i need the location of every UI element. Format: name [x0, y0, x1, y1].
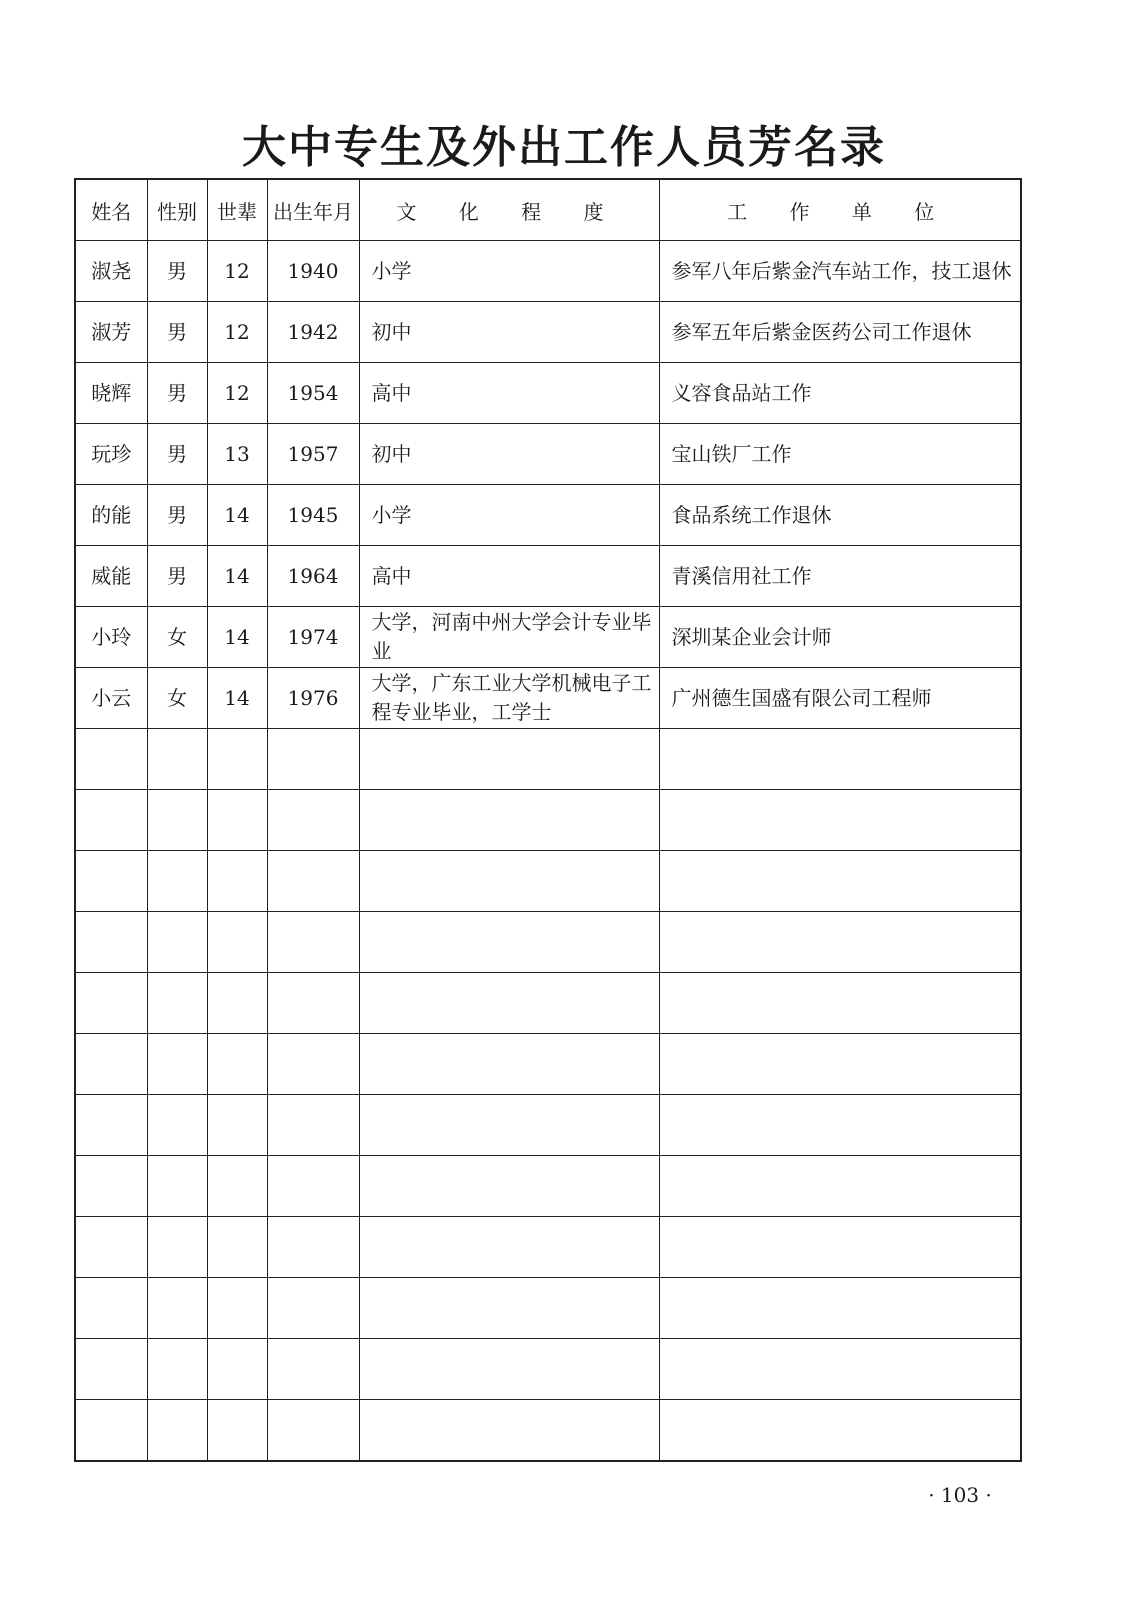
empty-table-row [75, 973, 1021, 1034]
cell-generation: 12 [207, 363, 267, 424]
empty-cell [659, 912, 1021, 973]
cell-birth: 1940 [267, 241, 359, 302]
empty-cell [207, 1278, 267, 1339]
empty-cell [659, 1217, 1021, 1278]
cell-generation: 14 [207, 546, 267, 607]
cell-name: 小云 [75, 668, 147, 729]
cell-education: 小学 [359, 485, 659, 546]
cell-generation: 12 [207, 241, 267, 302]
header-education: 文 化 程 度 [359, 179, 659, 241]
cell-name: 威能 [75, 546, 147, 607]
empty-cell [147, 912, 207, 973]
empty-cell [147, 851, 207, 912]
empty-cell [359, 1339, 659, 1400]
cell-name: 玩珍 [75, 424, 147, 485]
empty-cell [207, 1339, 267, 1400]
empty-cell [659, 851, 1021, 912]
table-row [75, 302, 1021, 363]
cell-workplace: 食品系统工作退休 [659, 485, 1021, 546]
empty-cell [147, 1278, 207, 1339]
empty-cell [207, 912, 267, 973]
empty-cell [267, 1095, 359, 1156]
cell-education: 初中 [359, 424, 659, 485]
table-row [75, 485, 1021, 546]
cell-birth: 1964 [267, 546, 359, 607]
empty-cell [75, 851, 147, 912]
empty-cell [359, 1400, 659, 1461]
empty-cell [75, 1217, 147, 1278]
empty-cell [359, 973, 659, 1034]
cell-gender: 男 [147, 485, 207, 546]
empty-cell [147, 973, 207, 1034]
empty-cell [75, 790, 147, 851]
cell-workplace: 深圳某企业会计师 [659, 607, 1021, 668]
cell-education: 初中 [359, 302, 659, 363]
header-generation: 世辈 [207, 179, 267, 241]
cell-gender: 男 [147, 424, 207, 485]
empty-cell [359, 1217, 659, 1278]
cell-workplace: 广州德生国盛有限公司工程师 [659, 668, 1021, 729]
empty-cell [267, 1034, 359, 1095]
empty-cell [359, 1156, 659, 1217]
empty-table-row [75, 790, 1021, 851]
header-name: 姓名 [75, 179, 147, 241]
empty-cell [147, 1217, 207, 1278]
cell-name: 淑尧 [75, 241, 147, 302]
empty-cell [659, 1339, 1021, 1400]
cell-gender: 男 [147, 241, 207, 302]
table-row [75, 363, 1021, 424]
cell-education: 高中 [359, 363, 659, 424]
cell-birth: 1954 [267, 363, 359, 424]
cell-birth: 1942 [267, 302, 359, 363]
cell-gender: 男 [147, 546, 207, 607]
empty-cell [75, 1034, 147, 1095]
empty-cell [207, 790, 267, 851]
cell-birth: 1945 [267, 485, 359, 546]
empty-cell [267, 729, 359, 790]
cell-education: 大学，广东工业大学机械电子工程专业毕业，工学士 [359, 668, 659, 729]
cell-education: 高中 [359, 546, 659, 607]
empty-cell [659, 1095, 1021, 1156]
empty-cell [147, 1156, 207, 1217]
empty-cell [147, 790, 207, 851]
cell-generation: 14 [207, 668, 267, 729]
roster-table [74, 178, 1022, 1462]
empty-cell [267, 1156, 359, 1217]
empty-cell [75, 1278, 147, 1339]
page-number: · 103 · [928, 1483, 992, 1507]
empty-cell [147, 1400, 207, 1461]
empty-cell [207, 729, 267, 790]
table-header [75, 179, 1021, 241]
cell-workplace: 参军八年后紫金汽车站工作，技工退休 [659, 241, 1021, 302]
empty-cell [267, 973, 359, 1034]
page-title: 大中专生及外出工作人员芳名录 [242, 122, 886, 173]
table-row [75, 668, 1021, 729]
empty-cell [267, 1400, 359, 1461]
empty-cell [207, 1034, 267, 1095]
cell-name: 淑芳 [75, 302, 147, 363]
empty-cell [359, 1278, 659, 1339]
cell-birth: 1957 [267, 424, 359, 485]
cell-workplace: 宝山铁厂工作 [659, 424, 1021, 485]
empty-cell [267, 1339, 359, 1400]
empty-cell [267, 912, 359, 973]
empty-cell [147, 1095, 207, 1156]
cell-generation: 12 [207, 302, 267, 363]
table-body [75, 241, 1021, 1461]
empty-table-row [75, 851, 1021, 912]
empty-table-row [75, 1339, 1021, 1400]
empty-cell [359, 912, 659, 973]
empty-cell [359, 851, 659, 912]
empty-cell [75, 973, 147, 1034]
cell-gender: 女 [147, 607, 207, 668]
empty-table-row [75, 1095, 1021, 1156]
empty-cell [659, 729, 1021, 790]
empty-cell [359, 729, 659, 790]
empty-cell [359, 790, 659, 851]
table-row [75, 424, 1021, 485]
cell-generation: 14 [207, 485, 267, 546]
cell-generation: 14 [207, 607, 267, 668]
empty-cell [359, 1034, 659, 1095]
empty-table-row [75, 1217, 1021, 1278]
empty-cell [147, 1339, 207, 1400]
table-row [75, 546, 1021, 607]
header-workplace: 工 作 单 位 [659, 179, 1021, 241]
empty-cell [207, 1217, 267, 1278]
empty-table-row [75, 912, 1021, 973]
empty-cell [75, 1400, 147, 1461]
empty-cell [267, 851, 359, 912]
empty-cell [359, 1095, 659, 1156]
cell-birth: 1974 [267, 607, 359, 668]
empty-cell [207, 1400, 267, 1461]
empty-table-row [75, 1156, 1021, 1217]
empty-cell [75, 1339, 147, 1400]
empty-table-row [75, 1278, 1021, 1339]
empty-cell [75, 1156, 147, 1217]
cell-gender: 男 [147, 302, 207, 363]
table-row [75, 241, 1021, 302]
empty-cell [75, 912, 147, 973]
empty-cell [207, 973, 267, 1034]
cell-education: 小学 [359, 241, 659, 302]
empty-cell [207, 1095, 267, 1156]
empty-table-row [75, 729, 1021, 790]
cell-workplace: 青溪信用社工作 [659, 546, 1021, 607]
cell-name: 晓辉 [75, 363, 147, 424]
header-birth: 出生年月 [267, 179, 359, 241]
cell-gender: 男 [147, 363, 207, 424]
header-gender: 性别 [147, 179, 207, 241]
cell-workplace: 参军五年后紫金医药公司工作退休 [659, 302, 1021, 363]
cell-birth: 1976 [267, 668, 359, 729]
empty-cell [659, 1278, 1021, 1339]
empty-cell [659, 973, 1021, 1034]
empty-table-row [75, 1034, 1021, 1095]
empty-cell [75, 1095, 147, 1156]
empty-cell [659, 1156, 1021, 1217]
empty-cell [659, 1400, 1021, 1461]
empty-table-row [75, 1400, 1021, 1461]
cell-name: 小玲 [75, 607, 147, 668]
cell-gender: 女 [147, 668, 207, 729]
empty-cell [147, 1034, 207, 1095]
empty-cell [207, 851, 267, 912]
empty-cell [267, 1278, 359, 1339]
empty-cell [147, 729, 207, 790]
table-row [75, 607, 1021, 668]
cell-name: 的能 [75, 485, 147, 546]
cell-workplace: 义容食品站工作 [659, 363, 1021, 424]
empty-cell [207, 1156, 267, 1217]
cell-generation: 13 [207, 424, 267, 485]
empty-cell [659, 790, 1021, 851]
empty-cell [267, 1217, 359, 1278]
empty-cell [267, 790, 359, 851]
empty-cell [659, 1034, 1021, 1095]
empty-cell [75, 729, 147, 790]
cell-education: 大学，河南中州大学会计专业毕业 [359, 607, 659, 668]
